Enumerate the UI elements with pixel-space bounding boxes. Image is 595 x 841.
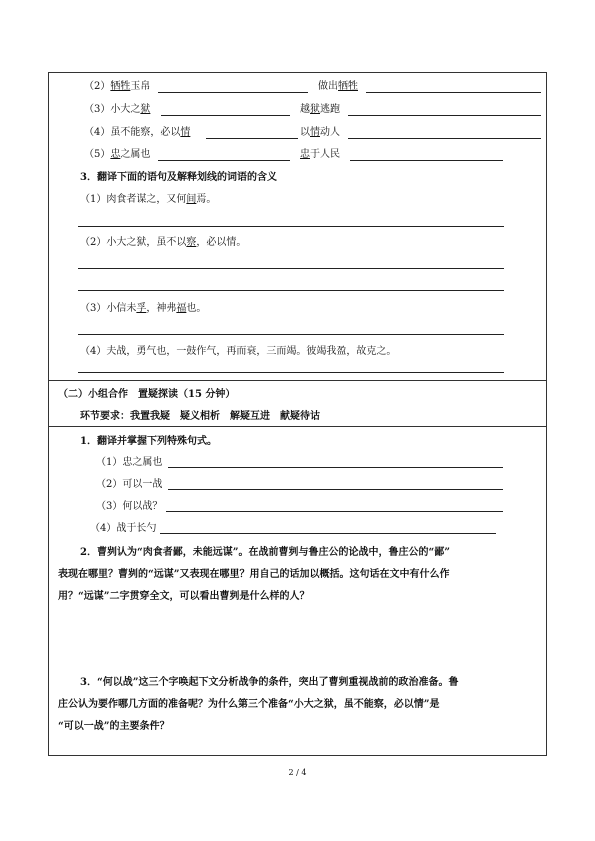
translation-item-3: （3）小信未孚，神弗福也。 [80, 303, 207, 314]
answer-line[interactable] [158, 92, 308, 93]
answer-line[interactable] [348, 115, 541, 116]
sentence-2: （2）可以一战 [96, 479, 163, 490]
question-3-line-2: 庄公认为要作哪几方面的准备呢？为什么第三个准备“小大之狱，虽不能察，必以情”是 [58, 699, 440, 710]
section-2-requirements: 环节要求：我置我疑 疑义相析 解疑互进 献疑待诂 [80, 411, 320, 422]
answer-line[interactable] [168, 489, 503, 490]
answer-line[interactable] [348, 138, 541, 139]
section-divider [48, 426, 547, 427]
answer-line[interactable] [168, 467, 503, 468]
answer-line[interactable] [78, 334, 504, 335]
section-divider [48, 380, 547, 381]
question-3-line-3: “可以一战”的主要条件？ [58, 721, 170, 732]
question-2-line-2: 表现在哪里？曹刿的“远谋”又表现在哪里？用自己的话加以概括。这句话在文中有什么作 [58, 569, 450, 580]
vocab-row-3-right: 越狱逃跑 [300, 104, 340, 115]
question-3-line-1: 3．“何以战”这三个字唤起下文分析战争的条件，突出了曹刿重视战前的政治准备。鲁 [80, 677, 459, 688]
question-2-line-3: 用？“远谋”二字贯穿全文，可以看出曹刿是什么样的人？ [58, 591, 310, 602]
answer-line[interactable] [78, 290, 504, 291]
vocab-row-2-left: （2）牺牲玉帛 [84, 81, 151, 92]
answer-line[interactable] [161, 115, 290, 116]
vocab-row-4-left: （4）虽不能察，必以情 [84, 127, 191, 138]
vocab-row-3-left: （3）小大之狱 [84, 104, 151, 115]
answer-line[interactable] [158, 160, 290, 161]
sentence-3: （3）何以战？ [96, 501, 163, 512]
translation-item-1: （1）肉食者谋之，又何间焉。 [80, 194, 217, 205]
answer-line[interactable] [350, 160, 503, 161]
answer-line[interactable] [160, 533, 496, 534]
section-2-heading: （二）小组合作 置疑探读（15 分钟） [58, 389, 236, 400]
vocab-row-4-right: 以情动人 [300, 127, 340, 138]
translation-item-2: （2）小大之狱，虽不以察，必以情。 [80, 237, 247, 248]
answer-line[interactable] [78, 226, 504, 227]
vocab-row-5-right: 忠于人民 [300, 149, 340, 160]
question-2-line-1: 2．曹刿认为“肉食者鄙，未能远谋”。在战前曹刿与鲁庄公的论战中，鲁庄公的“鄙” [80, 547, 450, 558]
vocab-row-2-right: 做出牺牲 [318, 81, 358, 92]
answer-line[interactable] [78, 268, 504, 269]
answer-line[interactable] [206, 138, 298, 139]
question-3-title: 3．翻译下面的语句及解释划线的词语的含义 [80, 172, 277, 183]
answer-line[interactable] [78, 372, 504, 373]
vocab-row-5-left: （5）忠之属也 [84, 149, 151, 160]
translation-item-4: （4）夫战，勇气也，一鼓作气，再而衰，三而竭。彼竭我盈，故克之。 [80, 346, 397, 357]
answer-line[interactable] [166, 511, 503, 512]
sentence-1: （1）忠之属也 [96, 457, 163, 468]
sentence-4: （4）战于长勺 [90, 523, 157, 534]
question-1-title: 1．翻译并掌握下列特殊句式。 [80, 436, 217, 447]
page-number: 2 / 4 [288, 768, 307, 777]
answer-line[interactable] [366, 92, 541, 93]
